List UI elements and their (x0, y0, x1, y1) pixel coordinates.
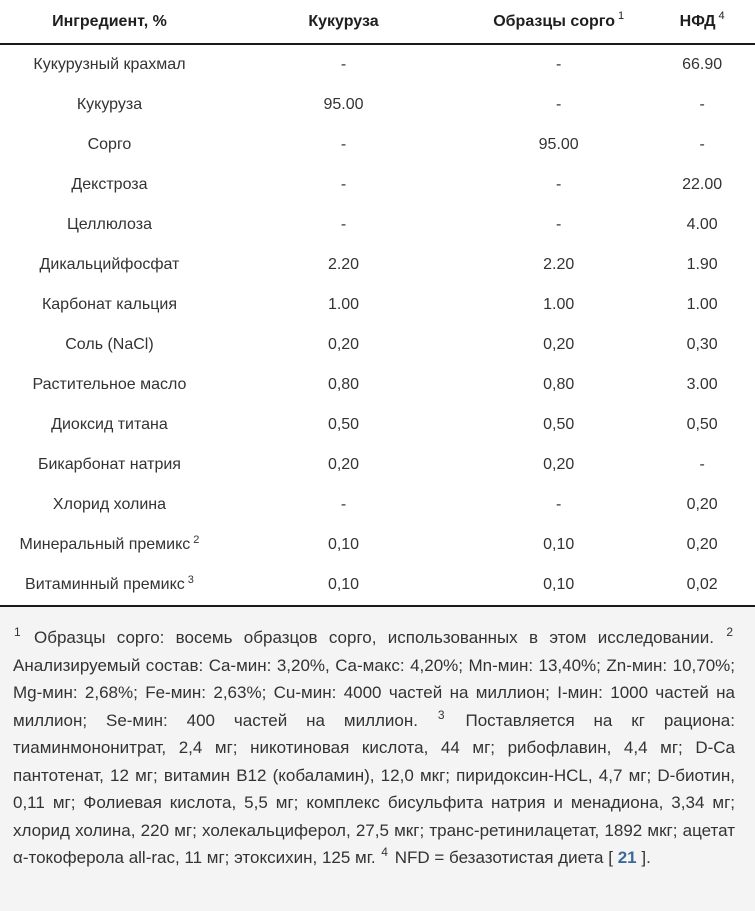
value-cell: 0,50 (327, 416, 360, 433)
value-cell: - (340, 216, 347, 233)
value-cell: - (699, 96, 705, 113)
table-row (0, 85, 755, 125)
value-cell: 0,80 (543, 376, 575, 393)
table-row (0, 125, 755, 165)
table-row (0, 205, 755, 245)
ingredient-name: Дикальцийфосфат (39, 256, 180, 273)
table-footnotes (0, 607, 755, 911)
ingredient-name-cell (0, 445, 219, 485)
ingredient-name: Витаминный премикс (25, 576, 185, 593)
footnote-paragraph (13, 624, 735, 872)
value-cell: - (340, 56, 347, 73)
value-cell: 0,20 (686, 536, 718, 553)
ingredient-name: Бикарбонат натрия (37, 456, 181, 473)
table-row (0, 565, 755, 606)
value-cell: - (556, 176, 562, 193)
header-row (0, 0, 755, 44)
value-cell: 4.00 (686, 216, 718, 233)
value-cell: - (556, 496, 562, 513)
ingredient-name: Декстроза (71, 176, 148, 193)
value-cell: 0,10 (327, 536, 360, 553)
ingredient-name: Кукурузный крахмал (33, 56, 186, 73)
value-cell: 1.00 (327, 296, 360, 313)
ingredient-name-cell (0, 165, 219, 205)
footnote-4-text: NFD = безазотистая диета [ (394, 848, 613, 867)
footnote-2-text: Анализируемый состав: Ca-мин: 3,20%, Ca-макс: 4,20%; Mn-мин: 13,40%; Zn-мин: 10,70%; Mg-мин: 2,68%; Fe-мин: 2,63%; Cu-мин: 4000 частей на миллион; I-мин: 1000 частей на миллион; Se-мин: 400 частей на миллион. (13, 655, 735, 730)
value-cell: 0,20 (327, 456, 360, 473)
table-row (0, 44, 755, 85)
table-row (0, 245, 755, 285)
column-header-nfd (649, 0, 755, 44)
column-header-label: НФД (679, 12, 716, 30)
footnote-marker-2: 2 (726, 625, 733, 640)
ingredient-name-cell (0, 485, 219, 525)
column-header-label: Образцы сорго (493, 12, 615, 30)
column-footnote-marker: 4 (718, 10, 725, 23)
ingredient-name-cell (0, 245, 219, 285)
value-cell: 95.00 (538, 136, 579, 153)
table-row (0, 405, 755, 445)
table-row (0, 525, 755, 565)
column-header-ingredient (0, 0, 219, 44)
ingredient-name: Карбонат кальция (41, 296, 177, 313)
column-header-sorghum-samples (468, 0, 649, 44)
value-cell: 2.20 (327, 256, 360, 273)
column-header-corn (219, 0, 468, 44)
value-cell: 0,10 (327, 576, 360, 593)
value-cell: 0,10 (543, 576, 575, 593)
ingredient-name: Сорго (87, 136, 132, 153)
table-body (0, 44, 755, 606)
value-cell: - (340, 176, 347, 193)
value-cell: - (556, 96, 562, 113)
value-cell: - (340, 136, 347, 153)
value-cell: 0,02 (686, 576, 718, 593)
ingredient-name: Растительное масло (32, 376, 187, 393)
footnote-marker-4: 4 (381, 845, 388, 860)
value-cell: - (340, 496, 347, 513)
value-cell: 0,20 (543, 456, 575, 473)
ingredient-name: Хлорид холина (52, 496, 166, 513)
value-cell: 0,20 (686, 496, 718, 513)
value-cell: 2.20 (543, 256, 575, 273)
ingredient-name-cell (0, 525, 219, 565)
ingredient-name-cell (0, 125, 219, 165)
table-row (0, 325, 755, 365)
footnote-marker-1: 1 (14, 625, 21, 640)
value-cell: 95.00 (323, 96, 364, 113)
ingredient-name-cell (0, 205, 219, 245)
ingredient-name-cell (0, 285, 219, 325)
footnote-4-tail: ]. (641, 848, 651, 867)
column-footnote-marker: 1 (617, 10, 625, 23)
table-row (0, 365, 755, 405)
column-header-label: Кукуруза (308, 12, 379, 30)
ingredient-name: Минеральный премикс (19, 536, 191, 553)
ingredient-name-cell (0, 405, 219, 445)
footnote-3-text: Поставляется на кг рациона: тиаминмононитрат, 2,4 мг; никотиновая кислота, 44 мг; рибофлавин, 4,4 мг; D-Ca пантотенат, 12 мг; витамин B12 (кобаламин), 12,0 мкг; пиридоксин-HCL, 4,7 мг; D-биотин, 0,11 мг; Фолиевая кислота, 5,5 мг; комплекс бисульфита натрия и менадиона, 3,34 мг; хлорид холина, 220 мг; холекальциферол, 27,5 мкг; транс-ретинилацетат, 1892 мкг; ацетат α-токоферола all-rac, 11 мг; этоксихин, 125 мг. (13, 710, 735, 867)
value-cell: 0,20 (543, 336, 575, 353)
ingredient-name: Соль (NaCl) (65, 336, 154, 353)
value-cell: 66.90 (682, 56, 723, 73)
ingredient-footnote-marker: 3 (187, 573, 194, 586)
ingredient-name: Кукуруза (76, 96, 143, 113)
ingredient-name-cell (0, 325, 219, 365)
ingredient-name-cell (0, 44, 219, 85)
value-cell: 0,10 (543, 536, 575, 553)
value-cell: 22.00 (682, 176, 723, 193)
ingredient-name-cell (0, 565, 219, 606)
value-cell: - (699, 456, 705, 473)
column-header-label: Ингредиент, % (52, 12, 167, 30)
footnote-marker-3: 3 (437, 707, 445, 722)
table-row (0, 165, 755, 205)
value-cell: 0,80 (327, 376, 360, 393)
table-row (0, 485, 755, 525)
value-cell: - (556, 56, 562, 73)
value-cell: - (699, 136, 705, 153)
value-cell: 0,30 (686, 336, 718, 353)
value-cell: 1.00 (686, 296, 718, 313)
ingredient-name-cell (0, 85, 219, 125)
ingredient-name: Целлюлоза (66, 216, 152, 233)
value-cell: 0,50 (686, 416, 718, 433)
value-cell: 1.90 (686, 256, 718, 273)
ingredient-footnote-marker: 2 (193, 533, 200, 546)
value-cell: 1.00 (543, 296, 575, 313)
footnote-1-text: Образцы сорго: восемь образцов сорго, использованных в этом исследовании. (34, 628, 714, 647)
value-cell: 3.00 (686, 376, 718, 393)
value-cell: - (556, 216, 562, 233)
reference-link-21[interactable]: 21 (617, 848, 637, 867)
ingredient-name-cell (0, 365, 219, 405)
ingredient-name: Диоксид титана (51, 416, 168, 433)
table-row (0, 285, 755, 325)
value-cell: 0,20 (327, 336, 360, 353)
value-cell: 0,50 (543, 416, 575, 433)
table-row (0, 445, 755, 485)
